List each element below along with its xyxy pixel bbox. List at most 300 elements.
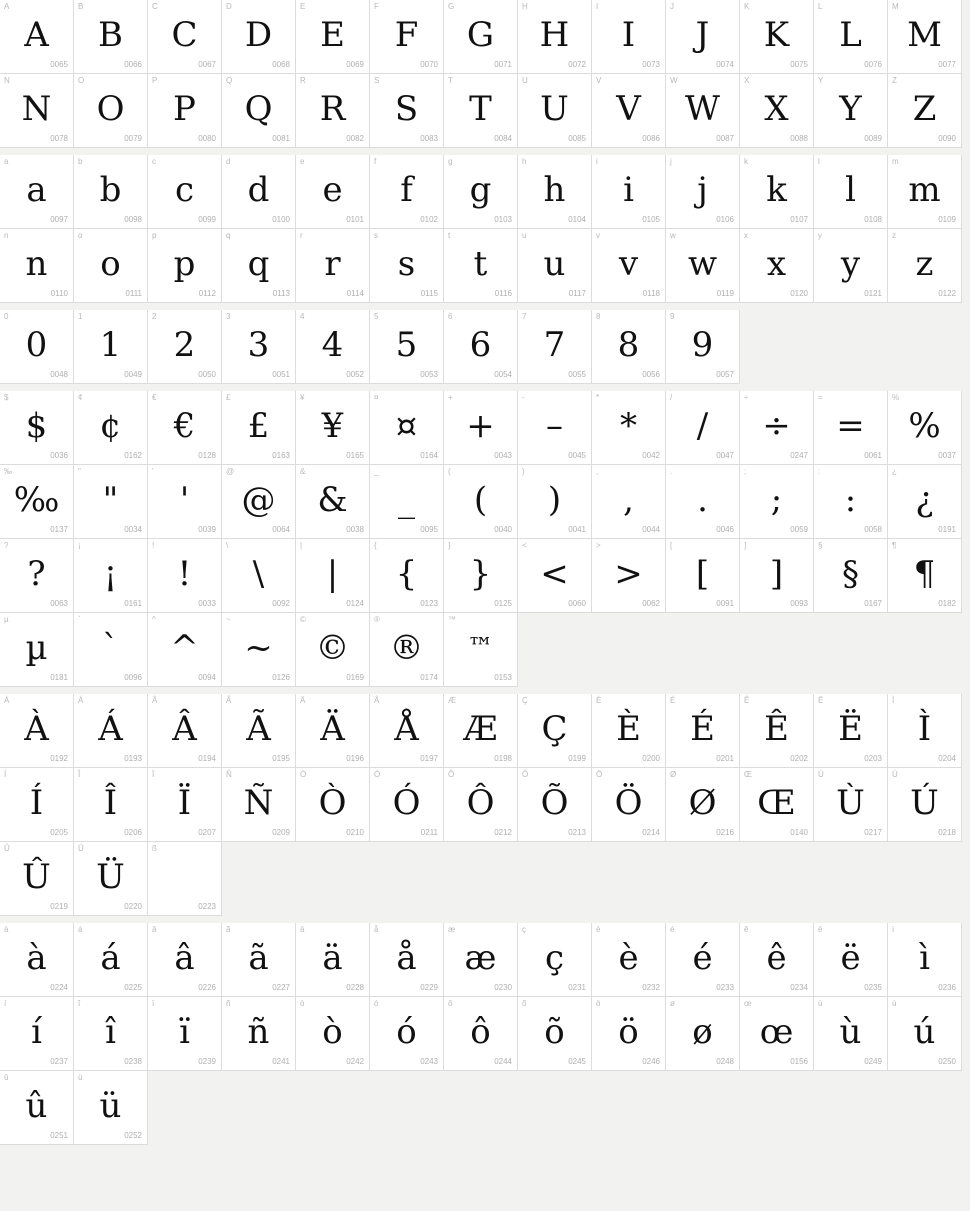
char-cell-empty (888, 842, 962, 916)
char-glyph: 7 (543, 324, 566, 365)
char-cell[interactable] (296, 694, 370, 768)
char-code: 0126 (272, 673, 290, 682)
char-cell[interactable] (518, 923, 592, 997)
char-glyph: ú (913, 1011, 936, 1052)
char-cell[interactable] (370, 997, 444, 1071)
char-glyph: / (696, 405, 709, 446)
char-cell[interactable] (222, 539, 296, 613)
char-cell[interactable] (444, 768, 518, 842)
char-cell[interactable] (592, 923, 666, 997)
char-cell[interactable] (0, 465, 74, 539)
char-cell[interactable] (444, 310, 518, 384)
char-label: u (522, 231, 527, 240)
char-cell[interactable] (666, 465, 740, 539)
char-glyph: z (915, 243, 934, 284)
char-cell[interactable] (666, 768, 740, 842)
char-cell[interactable] (444, 465, 518, 539)
char-cell[interactable] (370, 229, 444, 303)
char-glyph: s (397, 243, 416, 284)
char-label: h (522, 157, 527, 166)
char-label: ; (744, 467, 747, 476)
char-label: I (596, 2, 599, 11)
char-cell[interactable] (296, 539, 370, 613)
char-code: 0065 (50, 60, 68, 69)
char-cell[interactable] (592, 74, 666, 148)
char-glyph: ¿ (915, 479, 934, 520)
char-code: 0248 (716, 1057, 734, 1066)
char-cell[interactable] (518, 768, 592, 842)
char-cell[interactable] (74, 842, 148, 916)
char-code: 0192 (50, 754, 68, 763)
char-cell[interactable] (888, 923, 962, 997)
char-label: | (300, 541, 303, 550)
char-label: - (522, 393, 525, 402)
char-cell[interactable] (444, 74, 518, 148)
char-cell[interactable] (666, 391, 740, 465)
char-code: 0245 (568, 1057, 586, 1066)
char-code: 0213 (568, 828, 586, 837)
char-glyph: ~ (244, 627, 273, 668)
char-cell[interactable] (740, 74, 814, 148)
char-cell[interactable] (222, 768, 296, 842)
char-cell[interactable] (592, 155, 666, 229)
char-code: 0237 (50, 1057, 68, 1066)
char-cell[interactable] (148, 613, 222, 687)
char-label: d (226, 157, 231, 166)
char-cell[interactable] (592, 391, 666, 465)
char-label: ` (78, 615, 81, 624)
char-label: v (596, 231, 600, 240)
char-cell[interactable] (740, 694, 814, 768)
char-row (0, 997, 970, 1071)
char-code: 0128 (198, 451, 216, 460)
char-cell[interactable] (296, 997, 370, 1071)
char-code: 0048 (50, 370, 68, 379)
char-cell[interactable] (592, 768, 666, 842)
char-cell[interactable] (518, 155, 592, 229)
char-label: G (448, 2, 455, 11)
char-cell[interactable] (666, 923, 740, 997)
char-glyph: â (174, 937, 195, 978)
char-code: 0061 (864, 451, 882, 460)
char-cell[interactable] (148, 539, 222, 613)
char-glyph: ® (389, 627, 424, 668)
char-cell[interactable] (740, 229, 814, 303)
char-cell[interactable] (592, 694, 666, 768)
char-cell[interactable] (444, 0, 518, 74)
char-cell[interactable] (814, 155, 888, 229)
char-glyph: x (766, 243, 787, 284)
char-code: 0081 (272, 134, 290, 143)
char-code: 0042 (642, 451, 660, 460)
char-cell[interactable] (0, 613, 74, 687)
char-glyph: ñ (247, 1011, 270, 1052)
char-label: l (818, 157, 820, 166)
char-cell[interactable] (518, 539, 592, 613)
char-code: 0205 (50, 828, 68, 837)
char-cell[interactable] (740, 465, 814, 539)
char-glyph: @ (241, 479, 276, 520)
char-code: 0198 (494, 754, 512, 763)
char-cell[interactable] (0, 155, 74, 229)
char-cell[interactable] (814, 539, 888, 613)
char-cell[interactable] (740, 768, 814, 842)
char-label: õ (522, 999, 527, 1008)
char-glyph: u (543, 243, 566, 284)
char-cell[interactable] (888, 539, 962, 613)
char-cell[interactable] (0, 539, 74, 613)
char-glyph: h (543, 169, 566, 210)
char-glyph: Ì (917, 708, 932, 749)
char-cell[interactable] (148, 842, 222, 916)
char-code: 0167 (864, 599, 882, 608)
char-cell[interactable] (222, 0, 296, 74)
char-cell[interactable] (444, 229, 518, 303)
char-label: É (670, 696, 676, 705)
char-cell[interactable] (370, 155, 444, 229)
char-cell[interactable] (296, 391, 370, 465)
char-cell[interactable] (74, 997, 148, 1071)
char-cell[interactable] (592, 229, 666, 303)
char-cell[interactable] (444, 391, 518, 465)
char-code: 0234 (790, 983, 808, 992)
char-code: 0088 (790, 134, 808, 143)
char-label: L (818, 2, 823, 11)
char-cell[interactable] (74, 229, 148, 303)
char-cell[interactable] (592, 310, 666, 384)
char-cell[interactable] (296, 155, 370, 229)
char-cell[interactable] (148, 465, 222, 539)
char-cell[interactable] (666, 694, 740, 768)
char-cell[interactable] (0, 694, 74, 768)
char-cell[interactable] (814, 694, 888, 768)
char-cell[interactable] (814, 465, 888, 539)
char-cell[interactable] (222, 613, 296, 687)
char-cell[interactable] (888, 391, 962, 465)
char-cell[interactable] (148, 923, 222, 997)
char-code: 0246 (642, 1057, 660, 1066)
char-cell[interactable] (0, 923, 74, 997)
char-cell[interactable] (148, 155, 222, 229)
char-cell[interactable] (296, 310, 370, 384)
char-glyph: È (616, 708, 641, 749)
char-cell[interactable] (370, 613, 444, 687)
char-cell[interactable] (222, 694, 296, 768)
char-cell[interactable] (74, 74, 148, 148)
char-cell[interactable] (814, 768, 888, 842)
char-cell[interactable] (148, 0, 222, 74)
char-code: 0250 (938, 1057, 956, 1066)
char-label: À (4, 696, 10, 705)
char-cell[interactable] (740, 997, 814, 1071)
char-cell[interactable] (0, 310, 74, 384)
char-label: + (448, 393, 453, 402)
char-cell[interactable] (0, 768, 74, 842)
char-code: 0197 (420, 754, 438, 763)
char-cell[interactable] (814, 997, 888, 1071)
char-code: 0059 (790, 525, 808, 534)
char-glyph: ó (396, 1011, 417, 1052)
char-glyph: £ (247, 405, 270, 446)
char-cell[interactable] (222, 229, 296, 303)
char-label: k (744, 157, 748, 166)
char-cell[interactable] (74, 391, 148, 465)
char-cell[interactable] (888, 0, 962, 74)
char-cell[interactable] (518, 310, 592, 384)
char-glyph: I (621, 14, 636, 55)
char-cell[interactable] (148, 997, 222, 1071)
char-block-lowercase-latin (0, 155, 970, 303)
char-cell[interactable] (222, 74, 296, 148)
char-cell[interactable] (444, 613, 518, 687)
char-glyph: d (247, 169, 270, 210)
char-label: U (522, 76, 528, 85)
char-cell[interactable] (148, 229, 222, 303)
char-cell-empty (666, 1071, 740, 1145)
char-cell[interactable] (888, 74, 962, 148)
char-glyph: 1 (99, 324, 122, 365)
char-cell[interactable] (74, 155, 148, 229)
char-cell[interactable] (296, 0, 370, 74)
char-cell[interactable] (518, 997, 592, 1071)
char-glyph: E (320, 14, 345, 55)
char-label: 9 (670, 312, 675, 321)
char-cell[interactable] (888, 155, 962, 229)
char-cell[interactable] (74, 768, 148, 842)
char-cell[interactable] (148, 768, 222, 842)
char-cell[interactable] (444, 155, 518, 229)
char-cell[interactable] (888, 465, 962, 539)
char-label: D (226, 2, 232, 11)
char-cell[interactable] (370, 923, 444, 997)
char-code: 0084 (494, 134, 512, 143)
char-code: 0062 (642, 599, 660, 608)
char-label: \ (226, 541, 229, 550)
char-cell[interactable] (740, 0, 814, 74)
char-cell[interactable] (592, 539, 666, 613)
char-code: 0216 (716, 828, 734, 837)
char-glyph: ) (547, 479, 562, 520)
char-code: 0108 (864, 215, 882, 224)
char-glyph: D (244, 14, 273, 55)
char-cell[interactable] (370, 465, 444, 539)
char-label: ¿ (892, 467, 897, 476)
char-cell[interactable] (148, 391, 222, 465)
char-row (0, 923, 970, 997)
char-cell[interactable] (370, 768, 444, 842)
char-cell[interactable] (296, 465, 370, 539)
char-glyph: ¥ (321, 405, 344, 446)
char-cell[interactable] (222, 997, 296, 1071)
char-label: " (78, 467, 81, 476)
char-cell[interactable] (518, 391, 592, 465)
char-cell[interactable] (296, 613, 370, 687)
char-label: ¤ (374, 393, 379, 402)
char-cell[interactable] (518, 694, 592, 768)
char-cell[interactable] (148, 74, 222, 148)
char-cell[interactable] (0, 997, 74, 1071)
char-cell[interactable] (370, 0, 444, 74)
char-cell[interactable] (518, 229, 592, 303)
char-cell-empty (888, 1071, 962, 1145)
char-cell[interactable] (666, 155, 740, 229)
char-glyph: 2 (173, 324, 196, 365)
char-code: 0223 (198, 902, 216, 911)
char-code: 0116 (494, 289, 512, 298)
char-code: 0050 (198, 370, 216, 379)
char-glyph: c (174, 169, 195, 210)
char-cell[interactable] (370, 694, 444, 768)
char-cell-empty (296, 842, 370, 916)
char-code: 0080 (198, 134, 216, 143)
char-cell[interactable] (74, 310, 148, 384)
char-code: 0085 (568, 134, 586, 143)
char-cell[interactable] (0, 842, 74, 916)
char-code: 0070 (420, 60, 438, 69)
char-glyph: û (25, 1085, 48, 1126)
char-code: 0087 (716, 134, 734, 143)
char-cell[interactable] (296, 923, 370, 997)
char-cell[interactable] (666, 539, 740, 613)
char-glyph: ! (177, 553, 192, 594)
char-code: 0041 (568, 525, 586, 534)
char-cell[interactable] (740, 155, 814, 229)
char-cell[interactable] (296, 74, 370, 148)
char-glyph: G (466, 14, 495, 55)
char-glyph: Ô (466, 782, 495, 823)
char-code: 0093 (790, 599, 808, 608)
char-cell[interactable] (296, 768, 370, 842)
char-cell[interactable] (370, 74, 444, 148)
char-glyph: ‰ (13, 479, 60, 520)
char-label: ÷ (744, 393, 749, 402)
char-label: O (78, 76, 85, 85)
char-cell[interactable] (666, 74, 740, 148)
char-cell[interactable] (814, 0, 888, 74)
char-cell[interactable] (814, 229, 888, 303)
char-cell[interactable] (222, 310, 296, 384)
char-label: Û (4, 844, 10, 853)
char-code: 0092 (272, 599, 290, 608)
char-cell[interactable] (518, 74, 592, 148)
char-cell[interactable] (222, 391, 296, 465)
char-label: c (152, 157, 156, 166)
char-glyph: S (394, 88, 419, 129)
char-cell[interactable] (370, 391, 444, 465)
char-cell[interactable] (666, 229, 740, 303)
char-cell[interactable] (0, 1071, 74, 1145)
char-cell[interactable] (814, 923, 888, 997)
char-cell[interactable] (0, 0, 74, 74)
char-glyph: ` (102, 627, 119, 668)
char-row (0, 1071, 970, 1145)
char-label: 6 (448, 312, 453, 321)
char-label: r (300, 231, 303, 240)
char-cell[interactable] (444, 997, 518, 1071)
char-cell[interactable] (666, 310, 740, 384)
char-label: j (670, 157, 672, 166)
char-glyph: É (690, 708, 715, 749)
char-cell[interactable] (222, 465, 296, 539)
char-label: ü (78, 1073, 83, 1082)
char-cell[interactable] (0, 74, 74, 148)
char-cell[interactable] (814, 74, 888, 148)
char-cell[interactable] (148, 694, 222, 768)
char-glyph: Æ (463, 708, 498, 749)
char-label: } (448, 541, 451, 550)
char-cell[interactable] (666, 0, 740, 74)
char-cell[interactable] (444, 694, 518, 768)
char-cell[interactable] (74, 0, 148, 74)
char-cell[interactable] (74, 465, 148, 539)
char-code: 0174 (420, 673, 438, 682)
char-label: < (522, 541, 527, 550)
char-glyph: ] (769, 553, 784, 594)
char-cell-empty (592, 613, 666, 687)
char-code: 0242 (346, 1057, 364, 1066)
char-cell[interactable] (888, 768, 962, 842)
char-glyph: Í (29, 782, 44, 823)
char-cell[interactable] (444, 539, 518, 613)
char-cell[interactable] (592, 997, 666, 1071)
char-cell[interactable] (444, 923, 518, 997)
char-cell[interactable] (74, 613, 148, 687)
char-cell[interactable] (518, 0, 592, 74)
char-cell[interactable] (592, 0, 666, 74)
char-cell[interactable] (0, 391, 74, 465)
char-glyph: P (173, 88, 196, 129)
char-row (0, 613, 970, 687)
char-cell[interactable] (888, 694, 962, 768)
char-code: 0163 (272, 451, 290, 460)
char-glyph: Y (839, 88, 862, 129)
char-cell[interactable] (148, 310, 222, 384)
char-code: 0094 (198, 673, 216, 682)
char-cell[interactable] (370, 310, 444, 384)
char-cell[interactable] (370, 539, 444, 613)
char-code: 0057 (716, 370, 734, 379)
char-glyph: è (618, 937, 639, 978)
char-cell[interactable] (222, 155, 296, 229)
char-code: 0225 (124, 983, 142, 992)
char-cell[interactable] (666, 997, 740, 1071)
char-code: 0123 (420, 599, 438, 608)
char-code: 0076 (864, 60, 882, 69)
char-cell[interactable] (74, 694, 148, 768)
char-cell[interactable] (74, 923, 148, 997)
char-cell[interactable] (74, 539, 148, 613)
char-cell[interactable] (814, 391, 888, 465)
char-label: J (670, 2, 674, 11)
char-glyph: $ (25, 405, 48, 446)
char-cell[interactable] (740, 923, 814, 997)
char-cell-empty (888, 613, 962, 687)
char-block-uppercase-latin (0, 0, 970, 148)
char-cell[interactable] (888, 997, 962, 1071)
char-cell[interactable] (518, 465, 592, 539)
char-cell[interactable] (740, 539, 814, 613)
char-cell[interactable] (592, 465, 666, 539)
char-cell[interactable] (0, 229, 74, 303)
char-cell[interactable] (888, 229, 962, 303)
char-cell[interactable] (296, 229, 370, 303)
char-glyph: 5 (395, 324, 418, 365)
char-cell[interactable] (740, 391, 814, 465)
char-cell[interactable] (222, 923, 296, 997)
char-code: 0089 (864, 134, 882, 143)
char-label: 5 (374, 312, 379, 321)
char-cell[interactable] (74, 1071, 148, 1145)
